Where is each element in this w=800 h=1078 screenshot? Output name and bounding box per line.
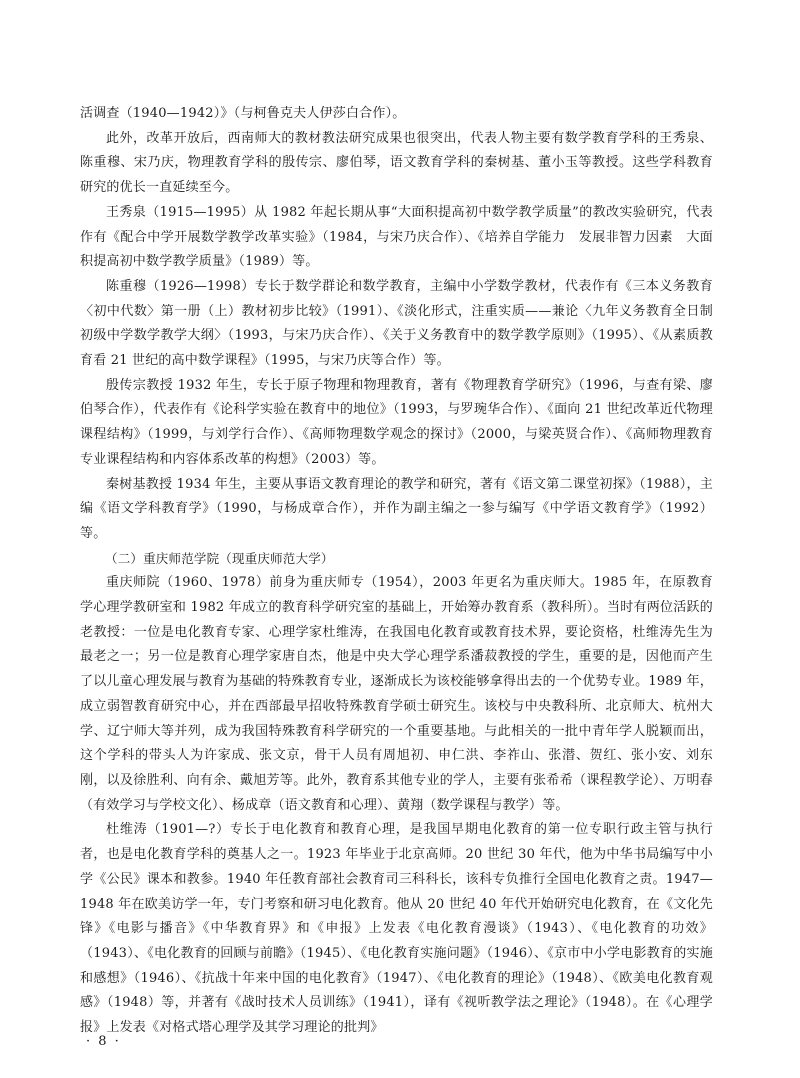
page-body [80, 102, 713, 1041]
page-number: · 8 · [86, 1034, 121, 1049]
paragraph-wang-xiuquan: 王秀泉（1915—1995）从 1982 年起长期从事“大面积提高初中数学教学质量”的教改实验研究，代表作有《配合中学开展数学教学改革实验》（1984，与宋乃庆合作）、《培养自学能力 发展非智力因素 大面积提高初中数学教学质量》（1989）等。 [80, 204, 713, 270]
paragraph-southwest-normal-research: 此外，改革开放后，西南师大的教材教法研究成果也很突出，代表人物主要有数学教育学科的王秀泉、陈重穆、宋乃庆，物理教育学科的殷传宗、廖伯琴，语文教育学科的秦树基、董小玉等教授。这些学科教育研究的优长一直延续至今。 [80, 130, 713, 196]
paragraph-continuation: 活调查（1940—1942）》（与柯鲁克夫人伊莎白合作）。 [80, 106, 406, 121]
paragraph-chen-zhongmu: 陈重穆（1926—1998）专长于数学群论和数学教育，主编中小学数学教材，代表作有《三本义务教育〈初中代数〉第一册（上）教材初步比较》（1991）、《淡化形式，注重实质——兼论〈九年义务教育全日制初级中学数学教学大纲〉（1993，与宋乃庆合作）、《关于义务教育中的数学教学原则》（1995）、《从素质教育看 21 世纪的高中数学课程》（1995，与宋乃庆等合作）等。 [80, 278, 713, 369]
paragraph-yin-chuanzong: 殷传宗教授 1932 年生，专长于原子物理和物理教育，著有《物理教育学研究》（1996，与查有梁、廖伯琴合作），代表作有《论科学实验在教育中的地位》（1993，与罗琬华合作）、《面向 21 世纪改革近代物理课程结构》（1999，与刘学行合作）、《高师物理数学观念的探讨》（2000，与梁英贤合作）、《高师物理教育专业课程结构和内容体系改革的构想》（2003）等。 [80, 377, 713, 467]
section-heading: （二）重庆师范学院（现重庆师范大学） [105, 550, 334, 566]
paragraph-chongqing-normal: 重庆师院（1960、1978）前身为重庆师专（1954），2003 年更名为重庆师大。1985 年，在原教育学心理学教研室和 1982 年成立的教育科学研究室的基础上，开始筹办教育系（教科所）。当时有两位活跃的老教授：一位是电化教育专家、心理学家杜维涛，在我国电化教育或教育技术界，要论资格，杜维涛先生为最老之一；另一位是教育心理学家唐自杰，他是中央大学心理学系潘菽教授的学生，重要的是，因他而产生了以儿童心理发展与教育为基础的特殊教育专业，逐渐成长为该校能够拿得出去的一个优势专业。1989 年，成立弱智教育研究中心，并在西部最早招收特殊教育学硕士研究生。该校与中央教科所、北京师大、杭州大学、辽宁师大等并列，成为我国特殊教育科学研究的一个重要基地。与此相关的一批中青年学人脱颖而出，这个学科的带头人为许家成、张文京，骨干人员有周旭初、申仁洪、李祚山、张潜、贺红、张小安、刘东刚，以及徐胜利、向有余、戴旭芳等。此外，教育系其他专业的学人，主要有张希希（课程教学论）、万明春（有效学习与学校文化）、杨成章（语文教育和心理）、黄翔（数学课程与教学）等。 [80, 575, 713, 813]
paragraph-du-weitao: 杜维涛（1901—?）专长于电化教育和教育心理，是我国早期电化教育的第一位专职行政主管与执行者，也是电化教育学科的奠基人之一。1923 年毕业于北京高师。20 世纪 30 年代，他为中华书局编写中小学《公民》课本和教参。1940 年任教育部社会教育司三科科长，该科专负推行全国电化教育之责。1947—1948 年在欧美访学一年，专门考察和研习电化教育。他从 20 世纪 40 年代开始研究电化教育，在《文化先锋》《电影与播音》《中华教育界》和《申报》上发表《电化教育漫谈》（1943）、《电化教育的功效》（1943）、《电化教育的回顾与前瞻》（1945）、《电化教育实施问题》（1946）、《京市中小学电影教育的实施和感想》（1946）、《抗战十年来中国的电化教育》（1947）、《电化教育的理论》（1948）、《欧美电化教育观感》（1948）等，并著有《战时技术人员训练》（1941），译有《视听教学法之理论》（1948）。在《心理学报》上发表《对格式塔心理学及其学习理论的批判》 [80, 822, 713, 1036]
paragraph-qin-shuji: 秦树基教授 1934 年生，主要从事语文教育理论的教学和研究，著有《语文第二课堂初探》（1988），主编《语文学科教育学》（1990，与杨成章合作），并作为副主编之一参与编写《中学语文教育学》（1992）等。 [80, 476, 713, 541]
